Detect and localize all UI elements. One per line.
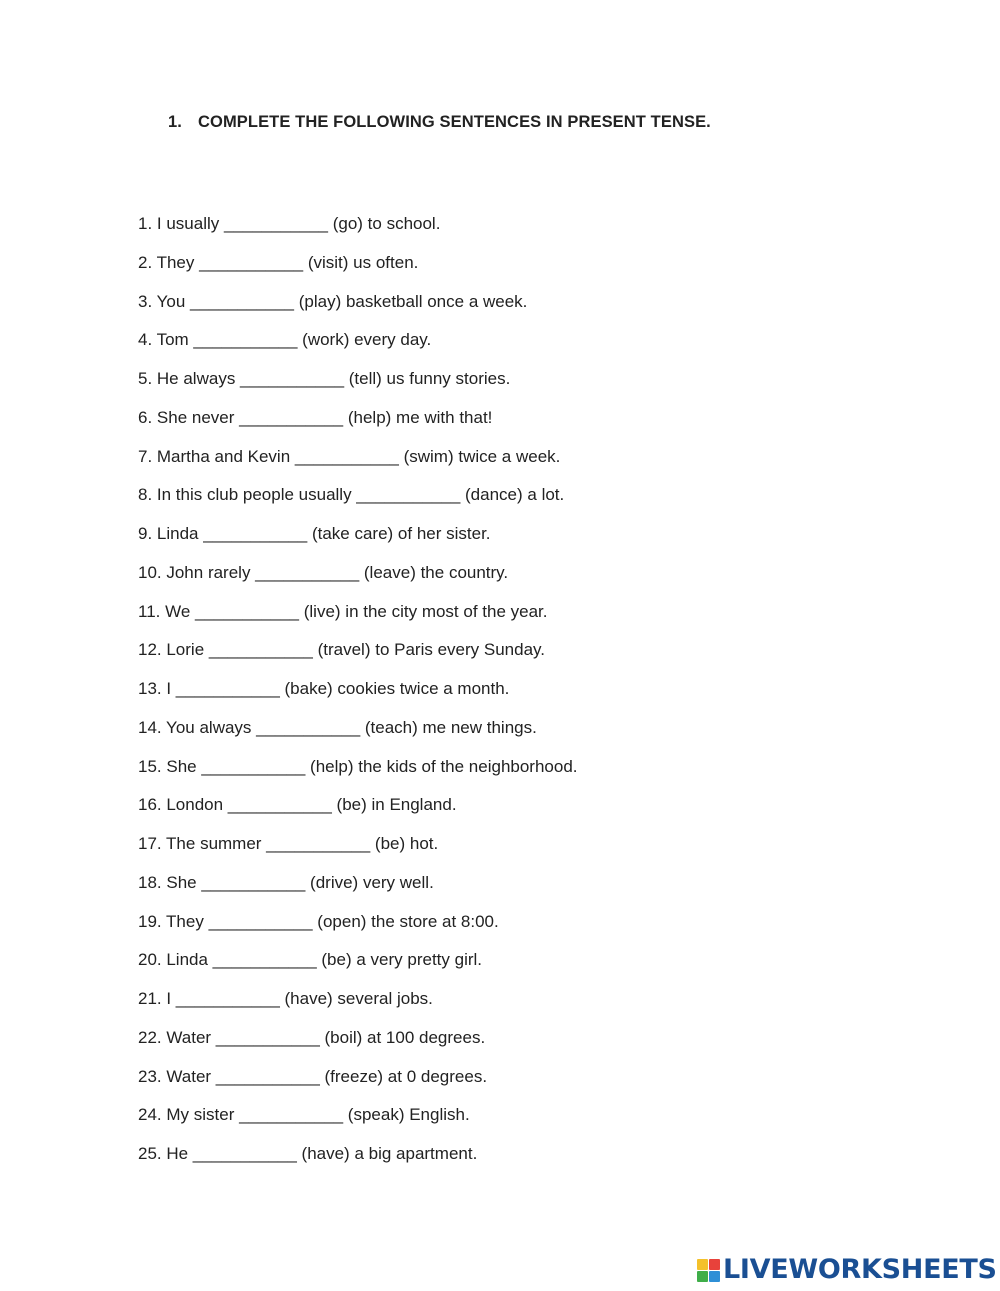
sentence-list [138, 212, 578, 1181]
sentence-item: 14. You always ___________ (teach) me new things. [138, 717, 537, 737]
logo-block [697, 1259, 708, 1270]
sentence-item: 16. London ___________ (be) in England. [138, 795, 457, 815]
sentence-item: 12. Lorie ___________ (travel) to Paris every Sunday. [138, 640, 545, 660]
sentence-item: 8. In this club people usually ___________ (dance) a lot. [138, 485, 565, 505]
worksheet-heading [168, 113, 711, 132]
sentence-item: 5. He always ___________ (tell) us funny stories. [138, 369, 511, 388]
sentence-item: 2. They ___________ (visit) us often. [138, 252, 419, 272]
liveworksheets-logo-icon [697, 1259, 720, 1282]
sentence-item: 15. She ___________ (help) the kids of the neighborhood. [138, 756, 578, 776]
sentence-item: 25. He ___________ (have) a big apartment. [138, 1144, 478, 1163]
logo-text: LIVEWORKSHEETS [723, 1254, 997, 1285]
sentence-item: 3. You ___________ (play) basketball once a week. [138, 291, 528, 311]
sentence-item: 9. Linda ___________ (take care) of her sister. [138, 524, 491, 543]
sentence-item: 10. John rarely ___________ (leave) the country. [138, 562, 509, 582]
sentence-item: 1. I usually ___________ (go) to school. [138, 214, 441, 233]
sentence-item: 7. Martha and Kevin ___________ (swim) twice a week. [138, 446, 561, 466]
sentence-item: 22. Water ___________ (boil) at 100 degrees. [138, 1027, 486, 1047]
sentence-item: 24. My sister ___________ (speak) English. [138, 1105, 470, 1125]
sentence-item: 6. She never ___________ (help) me with that! [138, 407, 493, 427]
heading-number: 1. [168, 113, 182, 131]
sentence-item: 18. She ___________ (drive) very well. [138, 872, 434, 892]
sentence-item: 21. I ___________ (have) several jobs. [138, 989, 433, 1008]
logo-block [709, 1259, 720, 1270]
logo-block [697, 1271, 708, 1282]
sentence-item: 20. Linda ___________ (be) a very pretty girl. [138, 950, 483, 970]
sentence-item: 19. They ___________ (open) the store at 8:00. [138, 911, 499, 931]
logo-block [709, 1271, 720, 1282]
liveworksheets-logo[interactable] [697, 1254, 997, 1286]
sentence-item: 17. The summer ___________ (be) hot. [138, 834, 439, 853]
heading-text: COMPLETE THE FOLLOWING SENTENCES IN PRESENT TENSE. [198, 113, 711, 131]
sentence-item: 23. Water ___________ (freeze) at 0 degrees. [138, 1066, 488, 1086]
sentence-item: 13. I ___________ (bake) cookies twice a month. [138, 679, 510, 698]
sentence-item: 11. We ___________ (live) in the city most of the year. [138, 601, 548, 621]
sentence-item: 4. Tom ___________ (work) every day. [138, 330, 432, 350]
